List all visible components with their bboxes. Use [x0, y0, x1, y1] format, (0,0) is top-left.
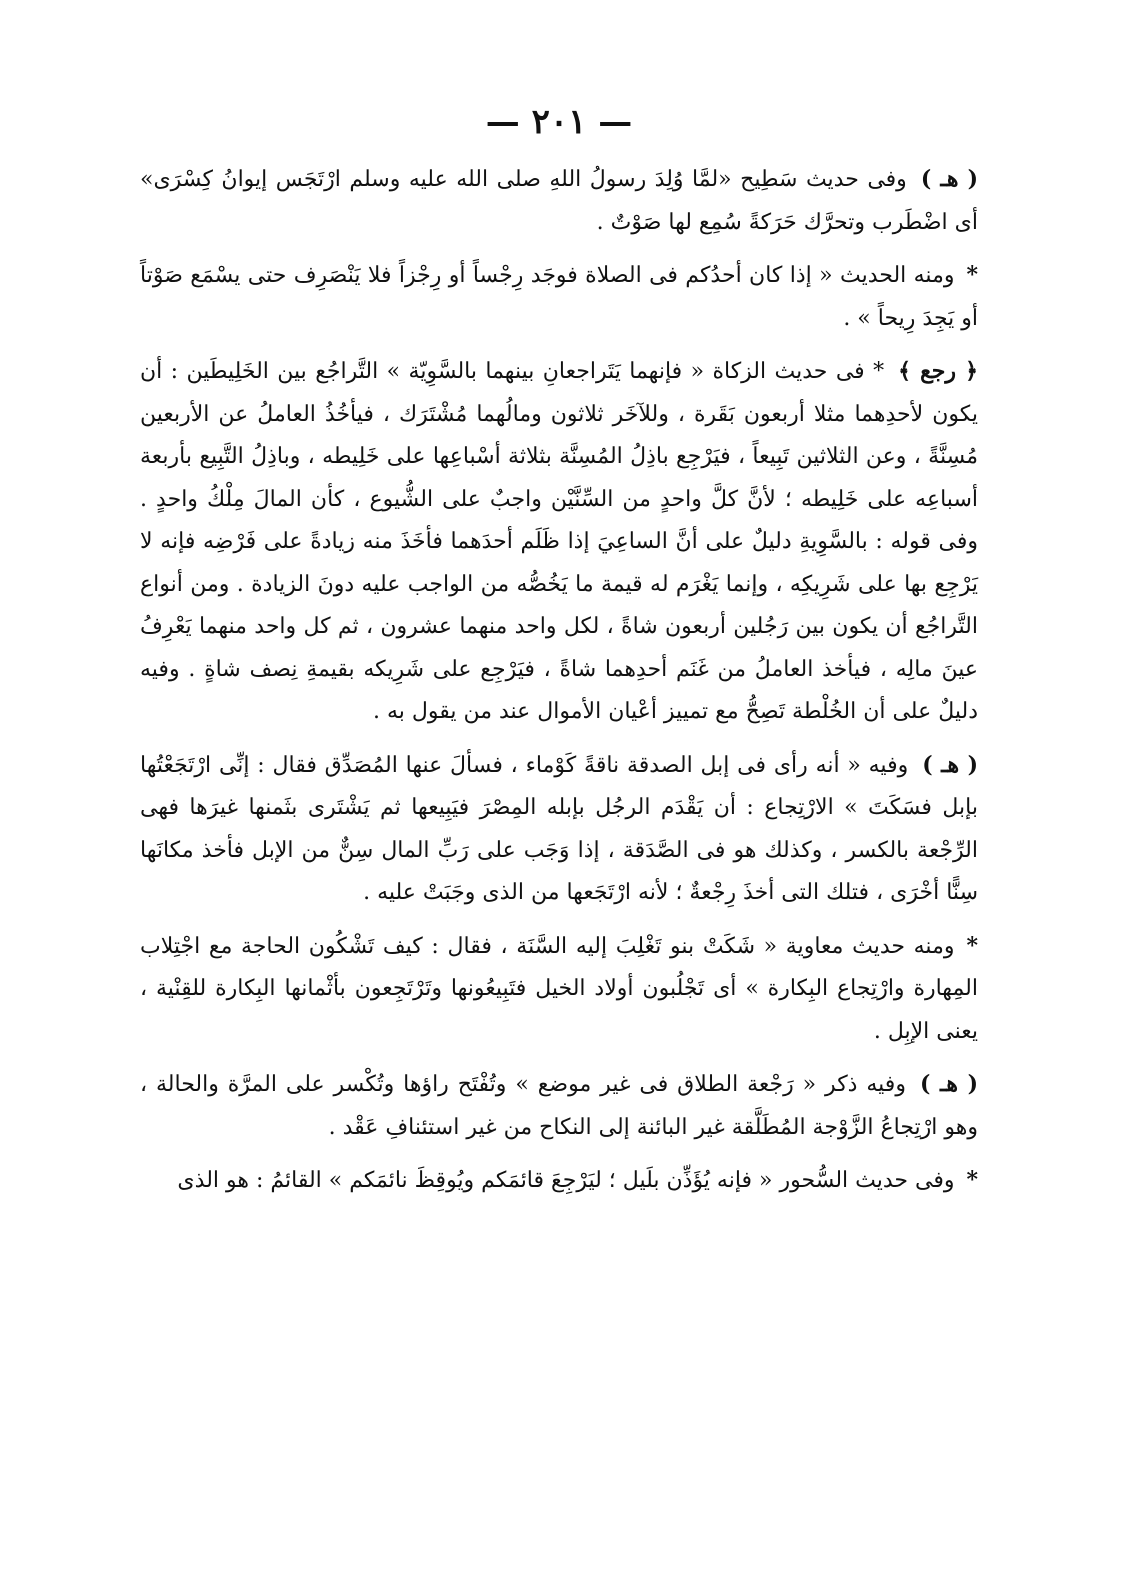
page-number: — ٢٠١ — [485, 102, 633, 142]
section-marker: ( هـ ) [919, 1071, 978, 1097]
paragraph [140, 158, 978, 244]
star-marker: * [966, 1167, 978, 1193]
paragraph-text: وفيه « أنه رأى فى إبل الصدقة ناقةً كَوْماء ، فسألَ عنها المُصَدِّق فقال : إنِّى ارْتَجَعْتُها بإبل فسَكَتَ » الارْتِجاع : أن يَقْدَم الرجُل بإبله المِصْرَ فيَبِيعها ثم يَشْتَرى بثَمنها غيرَها فهى الرِّجْعة بالكسر ، وكذلك هو فى الصَّدَقة ، إذا وَجَب على رَبِّ المال سِنٌّ من الإبل فأخذ مكانَها سِنًّا أخْرَى ، فتلك التى أخذَ رِجْعةٌ ؛ لأنه ارْتَجَعها من الذى وجَبَتْ عليه . [140, 752, 978, 905]
paragraph-text: وفى حديث السُّحور « فإنه يُؤَذِّن بلَيل ؛ ليَرْجِعَ قائمَكم ويُوقِظَ نائمَكم » القائمُ : هو الذى [177, 1168, 955, 1193]
paragraph-text: * فى حديث الزكاة « فإنهما يَتَراجعانِ بينهما بالسَّوِيّة » التَّراجُع بين الخَلِيطَين : أن يكون لأحدِهما مثلا أربعون بَقَرة ، وللآخَر ثلاثون ومالُهما مُشْتَرَك ، فيأخُذُ العاملُ عن الأربعين مُسِنَّةً ، وعن الثلاثين تَبِيعاً ، فيَرْجِع باذِلُ المُسِنَّة بثلاثة أسْباعِها على خَلِيطه ، وباذِلُ التَّبِيع بأربعة أسباعِه على خَلِيطه ؛ لأنَّ كلَّ واحدٍ من السِّنَّيْن واجبٌ على الشُّيوع ، كأن المالَ مِلْكُ واحدٍ . وفى قوله : بالسَّوِيةِ دليلٌ على أنَّ الساعِيَ إذا ظَلَم أحدَهما فأخَذَ منه زيادةً على فَرْضِه فإنه لا يَرْجِع بها على شَرِيكِه ، وإنما يَغْرَم له قيمة ما يَخُصُّه من الواجب عليه دونَ الزيادة . ومن أنواع التَّراجُع أن يكون بين رَجُلين أربعون شاةً ، لكل واحد منهما عشرون ، ثم كل واحد منهما يَعْرِفُ عينَ مالِه ، فيأخذ العاملُ من غَنَم أحدِهما شاةً ، فيَرْجِع على شَرِيكه بقيمةِ نِصف شاةٍ . وفيه دليلٌ على أن الخُلْطة تَصِحُّ مع تمييز أعْيان الأموال عند من يقول به . [140, 359, 978, 724]
paragraph [140, 254, 978, 340]
star-marker: * [966, 932, 978, 959]
root-heading: ﴿ رجع ﴾ [898, 358, 978, 384]
paragraph-text: ومنه الحديث « إذا كان أحدُكم فى الصلاة فوجَد رِجْساً أو رِجْزاً فلا يَنْصَرِف حتى يسْمَع صَوْتاً أو يَجِدَ رِيحاً » . [140, 263, 978, 331]
paragraph [140, 1063, 978, 1149]
paragraph [140, 1159, 978, 1203]
document-page [140, 100, 978, 1540]
paragraph [140, 350, 978, 734]
star-marker: * [966, 262, 978, 288]
paragraph-text: وفيه ذكر « رَجْعة الطلاق فى غير موضع » وتُفْتَح راؤها وتُكْسر على المرَّة والحالة ، وهو ارْتِجاعُ الزَّوْجة المُطَلَّقة غير البائنة إلى النكاح من غير استئنافِ عَقْد . [140, 1072, 978, 1140]
paragraph [140, 925, 978, 1054]
paragraph-text: وفى حديث سَطِيح «لمَّا وُلِدَ رسولُ اللهِ صلى الله عليه وسلم ارْتَجَس إيوانُ كِسْرَى» أى اضْطَرب وتحرَّك حَرَكةً سُمِع لها صَوْتٌ . [140, 167, 978, 235]
section-marker: ( هـ ) [922, 751, 978, 778]
section-marker: ( هـ ) [920, 166, 979, 192]
paragraph-text: ومنه حديث معاوية « شَكَتْ بنو تَغْلِبَ إليه السَّنَة ، فقال : كيف تَشْكُون الحاجة مع اجْتِلاب المِهارة وارْتِجاع البِكارة » أى تَجْلُبون أولاد الخيل فتَبِيعُونها وتَرْتَجِعون بأثْمانها البِكارة للقِنْية ، يعنى الإبِل . [140, 933, 978, 1044]
paragraph [140, 744, 978, 915]
